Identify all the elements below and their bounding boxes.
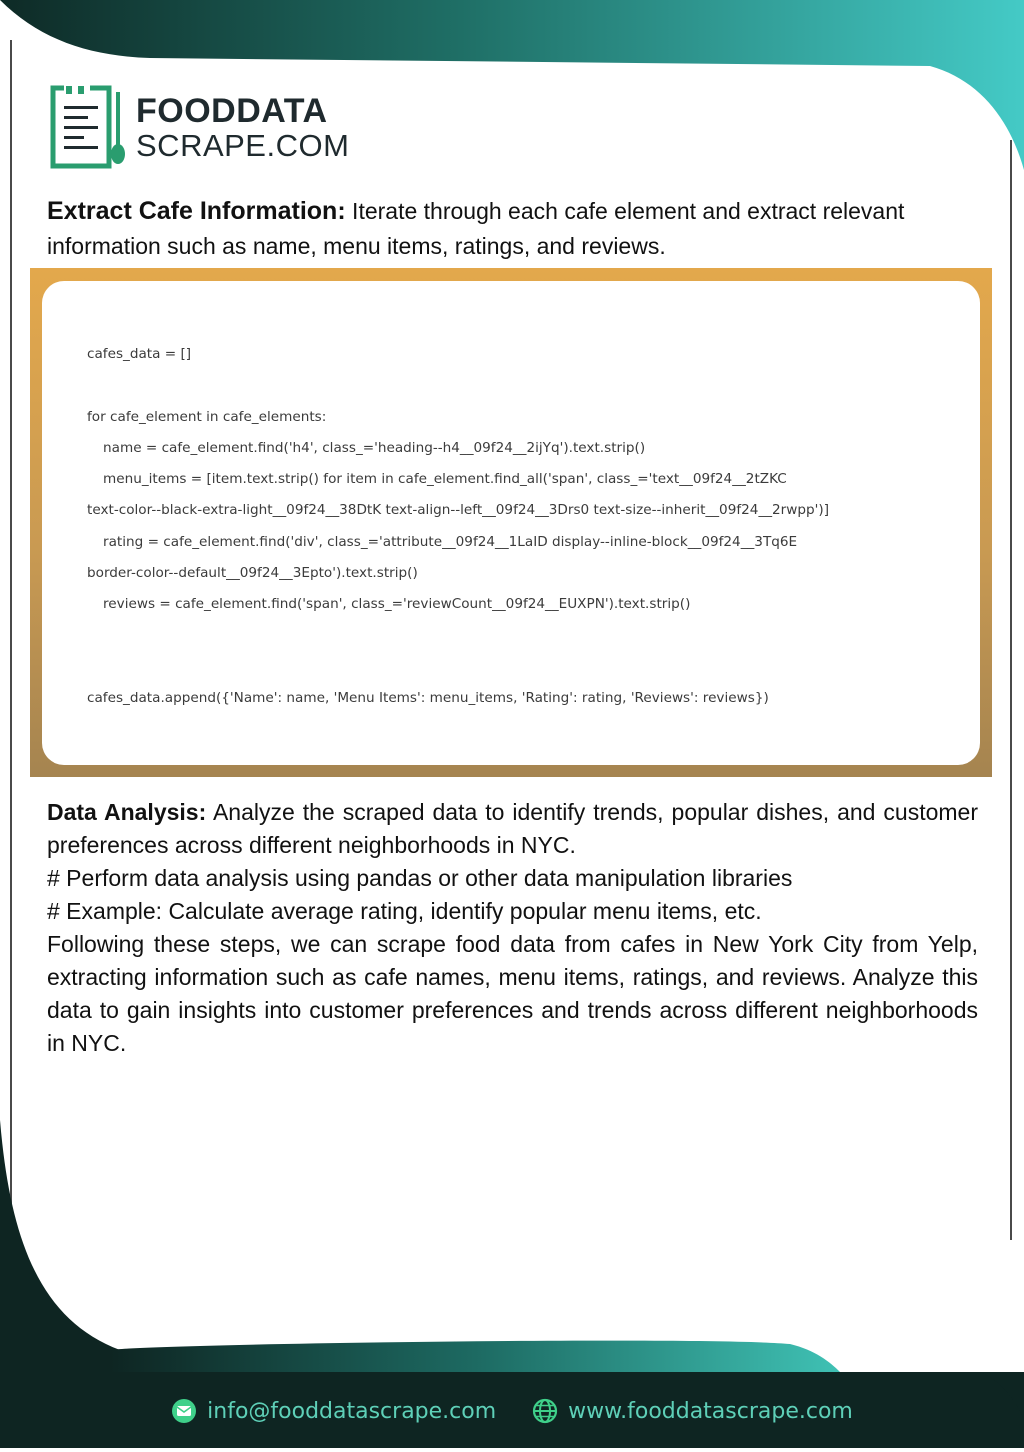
code-line: for cafe_element in cafe_elements:	[87, 408, 327, 425]
analysis-text: Analyze the scraped data to identify trends, popular dishes, and customer preferences across different neighborhoods in NYC.	[47, 799, 979, 858]
code-line	[87, 370, 957, 401]
intro-text: Iterate through each cafe element and extract relevant information such as name, menu items, ratings, and reviews.	[47, 198, 905, 259]
right-border	[1010, 140, 1012, 1240]
analysis-label: Data Analysis:	[47, 799, 207, 825]
code-line: menu_items = [item.text.strip() for item in cafe_element.find_all('span', class_='text__09f24__2tZKC	[103, 471, 787, 488]
analysis-conclusion: Following these steps, we can scrape food data from cafes in New York City from Yelp, extracting information such as cafe names, menu items, ratings, and reviews. Analyze this data to gain insights into customer preferences and trends across different neighborhoods in NYC.	[47, 931, 978, 1056]
code-line: name = cafe_element.find('h4', class_='heading--h4__09f24__2ijYq').text.strip()	[103, 439, 646, 456]
website-link[interactable]: www.fooddatascrape.com	[568, 1398, 853, 1424]
brand-name-line1: FOODDATA	[136, 91, 328, 130]
brand-name-line2: SCRAPE.COM	[136, 127, 350, 163]
menu-list-icon	[50, 84, 130, 170]
footer-contacts	[0, 1388, 1024, 1434]
code-line: cafes_data = []	[87, 346, 192, 362]
email-link[interactable]: info@fooddatascrape.com	[207, 1398, 497, 1424]
left-border	[10, 40, 12, 1220]
code-line: cafes_data.append({'Name': name, 'Menu Items': menu_items, 'Rating': rating, 'Reviews': reviews})	[87, 690, 769, 707]
code-line	[87, 652, 957, 683]
code-line: border-color--default__09f24__3Epto').text.strip()	[87, 565, 418, 582]
footer-website[interactable]	[532, 1398, 853, 1424]
analysis-comment-1: # Perform data analysis using pandas or other data manipulation libraries	[47, 865, 793, 891]
code-frame	[30, 268, 992, 777]
code-line: reviews = cafe_element.find('span', class_='reviewCount__09f24__EUXPN').text.strip()	[103, 596, 691, 613]
footer-email[interactable]	[171, 1399, 496, 1424]
intro-paragraph	[47, 194, 992, 264]
globe-icon	[532, 1398, 558, 1424]
intro-label: Extract Cafe Information:	[47, 197, 346, 225]
brand-logo[interactable]	[50, 84, 349, 170]
analysis-comment-2: # Example: Calculate average rating, identify popular menu items, etc.	[47, 898, 762, 924]
analysis-section	[47, 796, 978, 1060]
code-line	[87, 621, 957, 652]
code-block	[87, 339, 957, 715]
code-line: text-color--black-extra-light__09f24__38DtK text-align--left__09f24__3Drs0 text-size--inherit__09f24__2rwpp')]	[87, 502, 829, 519]
email-icon	[171, 1399, 197, 1423]
analysis-paragraph	[47, 796, 978, 862]
code-line: rating = cafe_element.find('div', class_='attribute__09f24__1LaID display--inline-block__09f24__3Tq6E	[103, 533, 798, 550]
code-card	[42, 281, 980, 765]
